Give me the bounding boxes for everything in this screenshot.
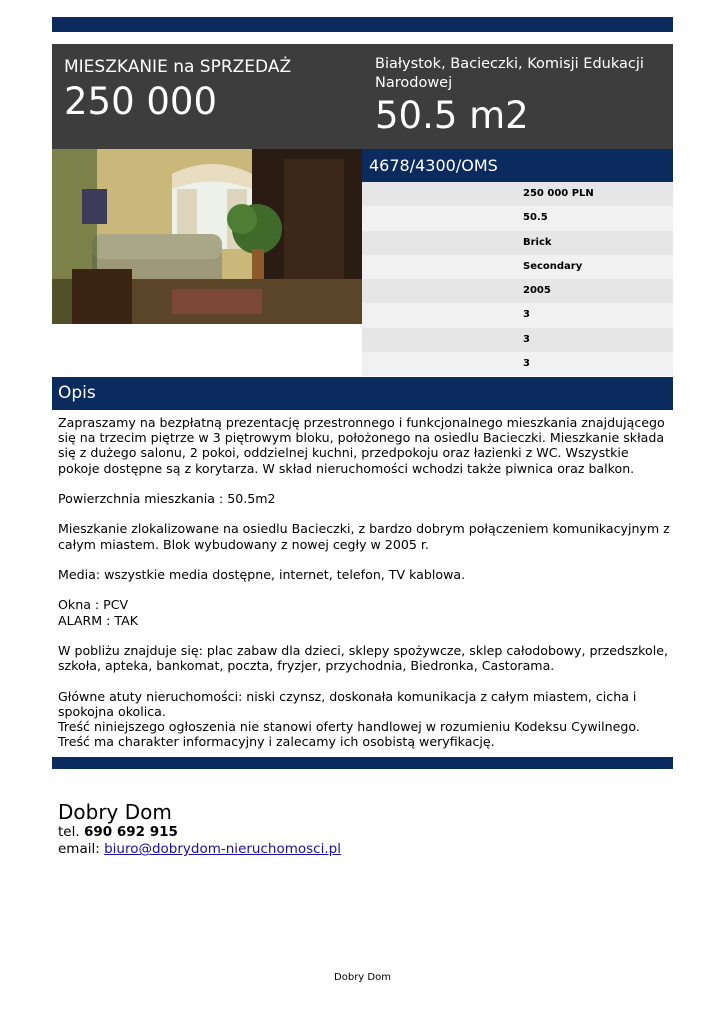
detail-market: Secondary bbox=[362, 255, 673, 279]
footer-text: Dobry Dom bbox=[334, 972, 391, 983]
detail-area: 50.5 bbox=[362, 206, 673, 230]
agency-name: Dobry Dom bbox=[58, 800, 172, 824]
desc-paragraph: ALARM : TAK bbox=[58, 612, 138, 628]
bottom-accent-bar bbox=[52, 757, 673, 769]
detail-year: 2005 bbox=[362, 279, 673, 303]
reference-number: 4678/4300/OMS bbox=[362, 149, 673, 182]
area: 50.5 m2 bbox=[375, 94, 529, 137]
desc-paragraph: Media: wszystkie media dostępne, internet, telefon, TV kablowa. bbox=[58, 566, 466, 582]
detail-value-8: 3 bbox=[362, 352, 673, 376]
listing-type: MIESZKANIE na SPRZEDAŻ bbox=[64, 57, 292, 77]
contact-block bbox=[58, 800, 341, 858]
desc-paragraph: Zapraszamy na bezpłatną prezentację przestronnego i funkcjonalnego mieszkania znajdującego się na trzecim piętrze w 3 piętrowym bloku, położonego na osiedlu Bacieczki. Mieszkanie składa się z dużego salonu, 2 pokoi, oddzielnej kuchni, przedpokoju oraz łazienki z WC. Wszystkie pokoje dostępne są z korytarza. W skład nieruchomości wchodzi także piwnica oraz balkon. bbox=[58, 415, 665, 476]
spacer bbox=[58, 476, 670, 491]
location: Białystok, Bacieczki, Komisji Edukacji Narodowej bbox=[375, 56, 644, 91]
email-label: email: bbox=[58, 841, 100, 857]
desc-paragraph: Mieszkanie zlokalizowane na osiedlu Bacieczki, z bardzo dobrym połączeniem komunikacyjnym z całym miastem. Blok wybudowany z nowej cegły w 2005 r. bbox=[58, 521, 670, 552]
price: 250 000 bbox=[64, 80, 218, 123]
desc-paragraph: Powierzchnia mieszkania : 50.5m2 bbox=[58, 491, 276, 506]
phone-number: 690 692 915 bbox=[83, 824, 178, 840]
spacer bbox=[58, 673, 670, 688]
phone-label: tel. bbox=[58, 824, 80, 840]
desc-paragraph: Główne atuty nieruchomości: niski czynsz, doskonała komunikacja z całym miastem, cicha i spokojna okolica. bbox=[58, 688, 637, 719]
description-heading: Opis bbox=[52, 377, 673, 410]
header-right bbox=[375, 55, 665, 138]
desc-paragraph: Treść niniejszego ogłoszenia nie stanowi oferty handlowej w rozumieniu Kodeksu Cywilnego. Treść ma charakter informacyjny i zalecamy ich osobistą weryfikację. bbox=[58, 718, 640, 750]
phone-line bbox=[58, 824, 341, 841]
header-left bbox=[64, 56, 291, 124]
description-body bbox=[58, 415, 670, 749]
detail-price: 250 000 PLN bbox=[362, 182, 673, 206]
listing-header bbox=[52, 44, 673, 149]
spacer bbox=[58, 582, 670, 597]
desc-paragraph: Okna : PCV bbox=[58, 597, 129, 613]
property-photo bbox=[52, 149, 362, 324]
detail-value-7: 3 bbox=[362, 328, 673, 352]
desc-paragraph: W pobliżu znajduje się: plac zabaw dla dzieci, sklepy spożywcze, sklep całodobowy, przedszkole, szkoła, apteka, bankomat, poczta, fryzjer, przychodnia, Biedronka, Castorama. bbox=[58, 642, 668, 674]
spacer bbox=[58, 506, 670, 521]
detail-material: Brick bbox=[362, 231, 673, 255]
detail-value-6: 3 bbox=[362, 303, 673, 327]
top-accent-bar bbox=[52, 17, 673, 32]
email-link[interactable]: biuro@dobrydom-nieruchomosci.pl bbox=[104, 841, 341, 857]
details-table bbox=[362, 182, 673, 376]
spacer bbox=[58, 552, 670, 567]
email-line bbox=[58, 841, 341, 858]
spacer bbox=[58, 628, 670, 643]
